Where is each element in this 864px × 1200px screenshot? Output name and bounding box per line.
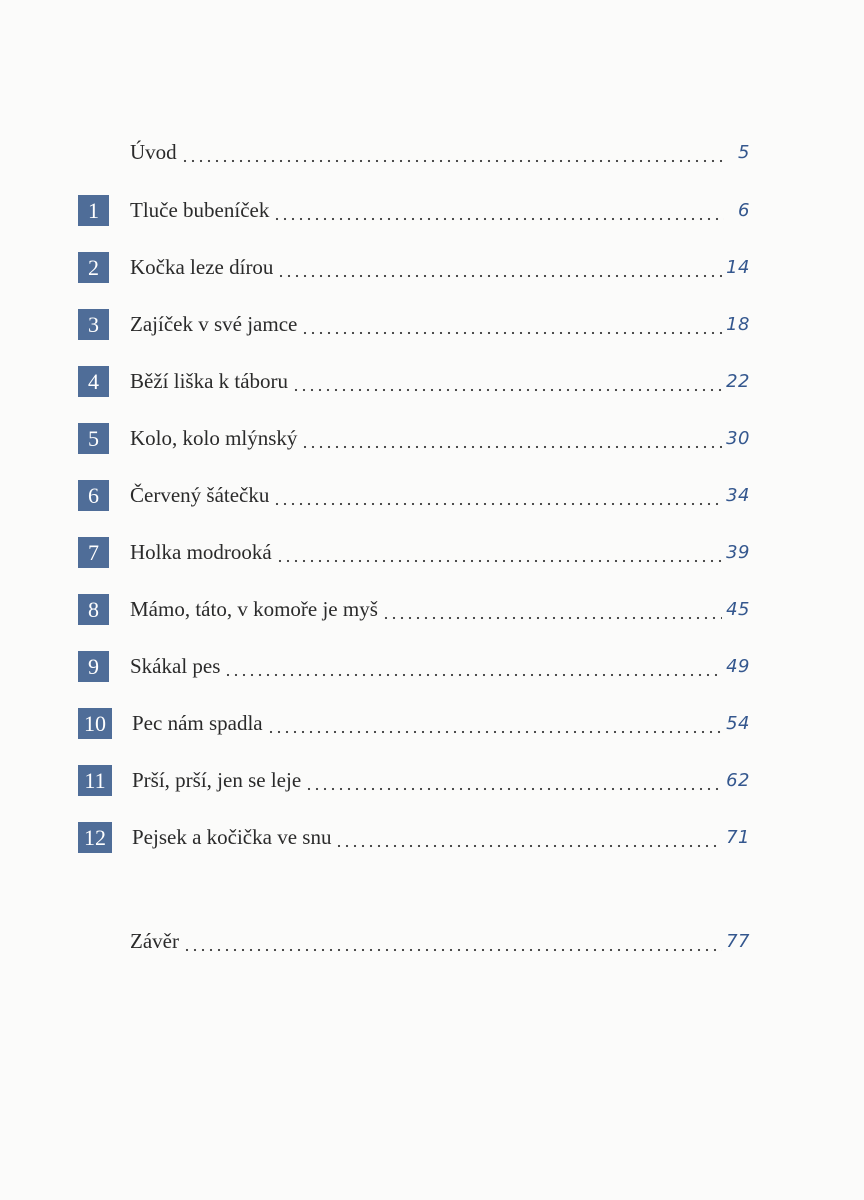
dot-leader: [224, 649, 722, 683]
toc-page-number: 14: [726, 256, 750, 278]
toc-page-number: 62: [726, 769, 750, 791]
chapter-number-badge: 2: [78, 252, 109, 283]
toc-entry-title: Kolo, kolo mlýnský: [130, 425, 298, 450]
dot-leader: [382, 592, 722, 626]
toc-entry-chapter-9[interactable]: [78, 649, 750, 683]
chapter-number-badge: 12: [78, 822, 112, 853]
toc-entry-title: Prší, prší, jen se leje: [132, 767, 302, 792]
toc-entry-chapter-2[interactable]: [78, 250, 750, 284]
toc-entry-title: Kočka leze dírou: [130, 254, 274, 279]
toc-entry-title: Tluče bubeníček: [130, 197, 270, 222]
dot-leader: [181, 135, 724, 169]
chapter-number-badge: 11: [78, 765, 112, 796]
dot-leader: [183, 924, 722, 958]
chapter-number-badge: 1: [78, 195, 109, 226]
toc-entry-title: Červený šátečku: [130, 482, 270, 507]
toc-entry-chapter-3[interactable]: [78, 307, 750, 341]
dot-leader: [267, 706, 722, 740]
toc-page-number: 54: [726, 712, 750, 734]
toc-entry-chapter-1[interactable]: [78, 193, 750, 227]
toc-page-number: 77: [726, 930, 750, 952]
chapter-number-badge: 4: [78, 366, 109, 397]
toc-page-number: 39: [726, 541, 750, 563]
dot-leader: [301, 307, 722, 341]
dot-leader: [276, 535, 722, 569]
toc-entry-title: Skákal pes: [130, 653, 221, 678]
chapter-number-badge: 8: [78, 594, 109, 625]
toc-entry-chapter-7[interactable]: [78, 535, 750, 569]
toc-entry-title: Pec nám spadla: [132, 710, 263, 735]
chapter-number-badge: 7: [78, 537, 109, 568]
toc-entry-title: Mámo, táto, v komoře je myš: [130, 596, 378, 621]
chapter-number-badge: 5: [78, 423, 109, 454]
chapter-number-badge: 6: [78, 480, 109, 511]
toc-entry-outro[interactable]: [78, 924, 750, 958]
toc-page-number: 34: [726, 484, 750, 506]
dot-leader: [335, 820, 722, 854]
toc-page-number: 45: [726, 598, 750, 620]
toc-entry-chapter-12[interactable]: [78, 820, 750, 854]
dot-leader: [273, 478, 722, 512]
toc-entry-title: Závěr: [130, 928, 179, 953]
chapter-number-badge: 3: [78, 309, 109, 340]
toc-entry-chapter-10[interactable]: [78, 706, 750, 740]
toc-entry-title: Zajíček v své jamce: [130, 311, 298, 336]
dot-leader: [301, 421, 722, 455]
toc-page-number: 30: [726, 427, 750, 449]
toc-entry-title: Běží liška k táboru: [130, 368, 289, 393]
dot-leader: [305, 763, 722, 797]
dot-leader: [277, 250, 722, 284]
toc-entry-chapter-6[interactable]: [78, 478, 750, 512]
toc-page-number: 49: [726, 655, 750, 677]
toc-entry-title: Úvod: [130, 139, 177, 164]
toc-page-number: 22: [726, 370, 750, 392]
dot-leader: [273, 193, 724, 227]
toc-page-number: 6: [738, 199, 750, 221]
toc-entry-intro[interactable]: [78, 135, 750, 169]
toc-entry-chapter-4[interactable]: [78, 364, 750, 398]
chapter-number-badge: 9: [78, 651, 109, 682]
toc-entry-chapter-8[interactable]: [78, 592, 750, 626]
chapter-number-badge: 10: [78, 708, 112, 739]
toc-page-number: 18: [726, 313, 750, 335]
toc-entry-title: Pejsek a kočička ve snu: [132, 824, 332, 849]
toc-entry-title: Holka modrooká: [130, 539, 272, 564]
dot-leader: [292, 364, 722, 398]
toc-entry-chapter-11[interactable]: [78, 763, 750, 797]
toc-page-number: 71: [726, 826, 750, 848]
toc-page-number: 5: [738, 141, 750, 163]
toc-entry-chapter-5[interactable]: [78, 421, 750, 455]
